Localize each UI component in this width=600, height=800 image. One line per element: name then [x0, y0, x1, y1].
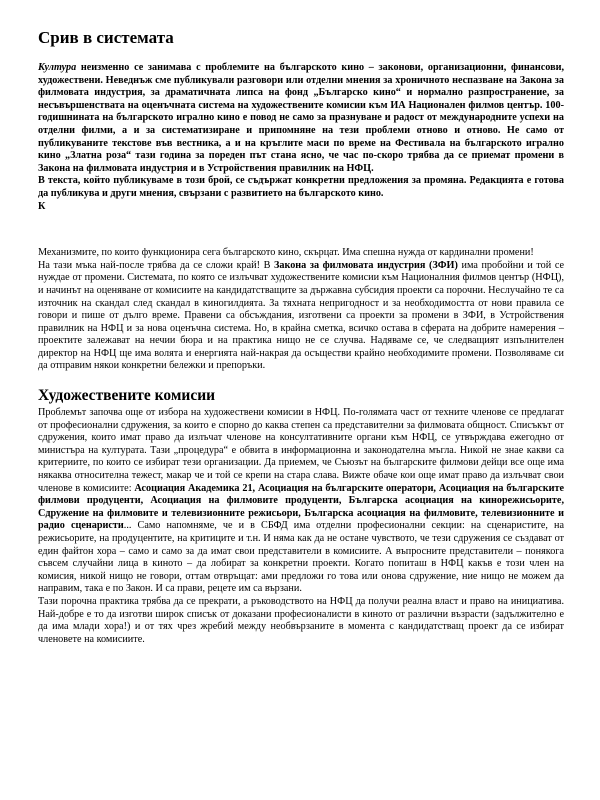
section-paragraph-2: Тази порочна практика трябва да се прекрати, а ръководството на НФЦ да получи реална власт и право на инициатива. Най-добре е то да изготви широк списък от доказани професионалисти в киното от различни възрасти (задължително е да има млади хора!) и от тях чрез жребий между необвързаните в момента с кандидатстващ проект да се избират членовете на комисиите.: [38, 595, 564, 645]
section-heading: Художествените комисии: [38, 387, 216, 405]
section-body: [38, 407, 564, 646]
intro-signature: К: [38, 200, 46, 212]
editorial-intro: [38, 62, 564, 213]
publication-name: Култура: [38, 62, 77, 73]
article-body: [38, 247, 564, 373]
body-paragraph-2: На тази мъка най-после трябва да се сложи край! В Закона за филмовата индустрия (ЗФИ) има пробойни и той се нуждае от промени. Системата, по която се излъчват художествените комисии към Националния филмов център (НФЦ), и начинът на оценяване от комисиите на кандидатстващите за държавна субсидия проекти са порочни. Неслучайно те са източник на скандал след скандал в киногилдията. За тяхната непригодност и за необходимостта от нови правила се говори и пише от дълго време. Правени са обсъждания, изготвени са проекти за промени в ЗФИ, в Устройствения правилник на НФЦ и за нова оценъчна система. Но, в крайна сметка, всичко остава в сферата на добрите намерения – проектите залежават на нечии бюра и на практика нищо не се случва. Надяваме се, че следващият изпълнителен директор на НФЦ ще има волята и енергията най-накрая да осъществи крайно необходимите промени. Позволяваме си да отправим някои конкретни бележки и препоръки.: [38, 259, 564, 372]
body-paragraph-1: Механизмите, по които функционира сега българското кино, скърцат. Има спешна нужда от кардинални промени!: [38, 247, 534, 259]
associations-list: Асоциация Академика 21, Асоциация на българските оператори, Асоциация на българските филмови продуценти, Асоциация на филмовите продуценти, Българска асоциация на кинорежисьорите, Сдружение на филмовите и телевизионните режисьори, Българска асоциация на филмовите, телевизионните и радио сценаристи: [38, 482, 564, 532]
article: [38, 28, 564, 646]
intro-paragraph-2: В текста, който публикуваме в този брой, се съдържат конкретни предложения за промяна. Редакцията е готова да публикува и други мнения, свързани с развитието на българското кино.: [38, 175, 564, 199]
intro-paragraph-1: Култура неизменно се занимава с проблемите на българското кино – законови, организационни, финансови, художествени. Неведнъж сме публикували разговори или отделни мнения за хроничното неспазване на Закона за филмовата индустрия, за драматичната липса на фонд „Българско кино“ и нормално разпространение, за несъвършенствата на оценъчната система на художествените комисии към ИА Национален филмов център. 100-годишнината на българското игрално кино е повод не само за празнуване и радост от международните успехи на отделни филми, а и за систематизиране и припомняне на тези проблеми отново и отново. Не само от публикуваните текстове във вестника, а и на кръглите маси по време на Фестивала на българското игрално кино „Златна роза“ тази година за пореден път стана ясно, че час по-скоро трябва да се приемат промени в Закона на филмовата индустрия и в Устройствения правилник на НФЦ.: [38, 62, 564, 174]
section-paragraph-1: Проблемът започва още от избора на художествени комисии в НФЦ. По-голямата част от техните членове се предлагат от професионални сдружения, за които е спорно до каква степен са представителни за филмовата общност. Списъкът от сдружения, които имат право да излъчат членове на консултативните органи към НФЦ, се утвърждава ежегодно от министъра на културата. Тази „процедура“ е обвита в информационна и законодателна мъгла. Никой не знае какви са критериите, по които се избират тези организации. Да приемем, че Съюзът на българските филмови дейци все още има някаква относителна тежест, макар че и той се крепи на стара слава. Вижте обаче кои още имат право да излъчват свои членове в комисиите: Асоциация Академика 21, Асоциация на българските оператори, Асоциация на българските филмови продуценти, Асоциация на филмовите продуценти, Българска асоциация на кинорежисьорите, Сдружение на филмовите и телевизионните режисьори, Българска асоциация на филмовите, телевизионните и радио сценаристи... Само напомняме, че и в СБФД има отделни професионални секции: на сценаристите, на режисьорите, на продуцентите, на критиците и т.н. И няма как да не остане чувството, че тези сдружения се създават от един файтон хора – само и само за да имат свои представители в комисиите. А въпросните представители – понякога съвсем случайни лица в киното – да лобират за конкретни проекти. Когато попиташ в НФЦ какъв е този член на комисия, никой нищо не говори, оттам отвръщат: ами предложи го това или онова сдружение, ние нищо не можем да направим, така е по Закон. И са прави, рецете им са вързани.: [38, 407, 564, 595]
law-name: Закона за филмовата индустрия (ЗФИ): [273, 259, 458, 271]
spacer: [38, 213, 564, 247]
article-title: Срив в системата: [38, 28, 174, 47]
